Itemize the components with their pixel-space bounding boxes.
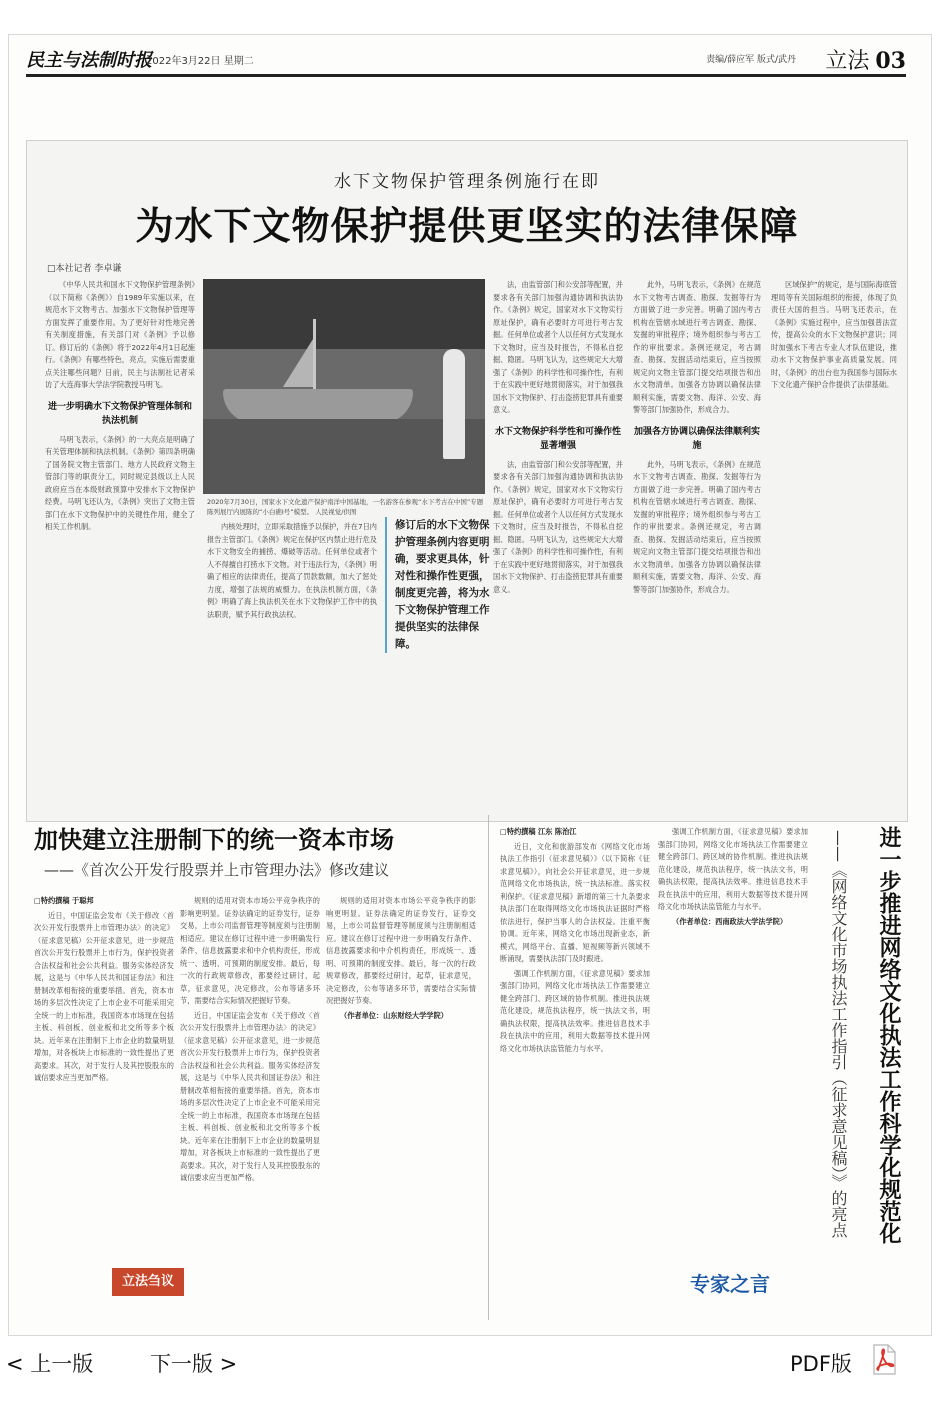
capital-market-article-title[interactable] xyxy=(34,820,474,880)
article-kicker: 水下文物保护管理条例施行在即 xyxy=(334,172,600,192)
network-culture-column-2 xyxy=(658,826,808,1256)
section-name: 立法 xyxy=(825,49,870,74)
article-subhead: 进一步明确水下文物保护管理体制和执法机制 xyxy=(47,401,192,426)
issue-date: 2022年3月22日 星期二 xyxy=(146,56,254,67)
article-column-3 xyxy=(493,279,623,809)
article-subtitle: ——《首次公开发行股票并上市管理办法》修改建议 xyxy=(44,861,390,879)
ship-model xyxy=(223,389,413,423)
article-column-2 xyxy=(207,521,377,811)
photo-caption: 2020年7月30日，国家水下文化遗产保护南洋中国基地，一名游客在参观“水下考古在中国”专题陈列展厅内展陈的“小白礁Ⅰ号”模型。 人民视觉/供图 xyxy=(207,498,484,516)
article-headline[interactable]: 为水下文物保护提供更坚实的法律保障 xyxy=(135,203,799,248)
article-subhead: 加强各方协调以确保法律顺利实施 xyxy=(633,426,760,451)
article-paragraph: 内核处理时，立即采取措施予以保护，并在7日内报告主管部门。《条例》规定在保护区内禁止进行危及水下文物安全的捕捞、爆破等活动。任何单位或者个人不得擅自打捞水下文物。对于违法行为，《条例》明确了相应的法律责任，提高了罚款数额，加大了惩处力度，增强了法规的威慑力。在执法机制方面，《条例》明确了海上执法机关在水下文物保护工作中的执法职责，赋予其行政执法权。 xyxy=(207,522,377,619)
page-number: 03 xyxy=(875,48,906,74)
prev-page-link[interactable]: < 上一版 xyxy=(6,1352,94,1376)
network-culture-subtitle: ——《网络文化市场执法工作指引（征求意见稿）》的亮点 xyxy=(829,830,848,1238)
article-paragraph: 此外，马明飞表示，《条例》在规范水下文物考古调查、勘探、发掘等行为方面做了进一步完善。明确了国内考古机构在管辖水域进行考古调查、勘探、发掘的审批程序；境外组织参与考古工作的审批要求。条例还规定，考古调查、勘探、发掘活动结束后，应当按照规定向文物主管部门提交结项报告和出水文物清单。加强各方协调以确保法律顺利实施，需要文物、海洋、公安、海警等部门加强协作，形成合力。 xyxy=(633,280,761,414)
article-byline: □特约撰稿 于聪邦 xyxy=(34,896,94,905)
column-stamp: 立法刍议 xyxy=(112,1268,184,1296)
museum-ceiling xyxy=(203,279,485,349)
top-margin xyxy=(0,0,941,34)
newspaper-logo: 民主与法制时报 xyxy=(26,50,152,71)
pdf-link[interactable]: PDF版 xyxy=(790,1352,852,1376)
capital-market-column-3 xyxy=(326,895,476,1305)
visitor-figure xyxy=(443,349,465,459)
article-paragraph: 规则的适用对资本市场公平竞争秩序的影响更明显。证券法确定的证券发行，证券交易，上市公司监督管理等制度须与注册制相适应。建议在修订过程中进一步明确发行条件、信息披露要求和中介机构责任，形成统一、透明、可预期的制度安排。最后，每一次的行政规章修改，都要经过研讨，起草，征求意见，决定修改，公布等诸多环节，需要结合实际情况把握好节奏。 xyxy=(326,896,476,1005)
article-column-1 xyxy=(45,279,195,809)
editors: 责编/薛应军 版式/武丹 xyxy=(706,55,796,65)
article-column-4 xyxy=(633,279,761,809)
article-paragraph: 法，由监管部门和公安部等配置，并要求各有关部门加强沟通协调和执法协作。《条例》规定，国家对水下文物实行原址保护，确有必要时方可进行考古发掘。任何单位或者个人以任何方式发现水下文物时，应当及时报告，不得私自挖掘、隐匿。马明飞认为，这些规定大大增强了《条例》的科学性和可操作性，有利于在实践中更好地贯彻落实，对于加强我国水下文物保护、打击盗捞犯罪具有重要意义。 xyxy=(493,280,623,414)
page-navigation xyxy=(0,1338,941,1388)
capital-market-column-1 xyxy=(34,895,174,1265)
article-byline: □本社记者 李卓谦 xyxy=(47,264,122,274)
article-paragraph: 近日，文化和旅游部发布《网络文化市场执法工作指引（征求意见稿）》（以下简称《征求意见稿》），向社会公开征求意见，进一步规范网络文化市场执法，统一执法标准。落实权利保护。《征求意见稿》新增的第三十九条要求执法部门在取得网络文化市场执法证据时严格依法进行，保护当事人的合法权益。注重平衡协调。近年来，网络文化市场出现新业态，新模式，网络平台、直播、短视频等新兴领域不断涌现，需要执法部门及时跟进。 xyxy=(500,841,650,963)
article-paragraph: 此外，马明飞表示，《条例》在规范水下文物考古调查、勘探、发掘等行为方面做了进一步完善。明确了国内考古机构在管辖水域进行考古调查、勘探、发掘的审批程序；境外组织参与考古工作的审批要求。条例还规定，考古调查、勘探、发掘活动结束后，应当按照规定向文物主管部门提交结项报告和出水文物清单。加强各方协调以确保法律顺利实施，需要文物、海洋、公安、海警等部门加强协作，形成合力。 xyxy=(633,459,761,594)
article-title[interactable]: 加快建立注册制下的统一资本市场 xyxy=(34,825,394,854)
section-header xyxy=(825,44,906,75)
expert-column-badge: 专家之言 xyxy=(690,1272,770,1296)
article-byline: □特约撰稿 江东 陈治江 xyxy=(500,827,577,836)
article-photo[interactable] xyxy=(203,279,485,494)
article-author: （作者单位：西南政法大学法学院） xyxy=(672,916,788,926)
article-paragraph: 近日，中国证监会发布《关于修改〈首次公开发行股票并上市管理办法〉的决定》（征求意见稿）公开征求意见，进一步规范首次公开发行股票并上市行为，保护投资者合法权益和社会公共利益。服务实体经济发展，这是与《中华人民共和国证券法》和注册制改革相衔接的重要举措。首先，资本市场的多层次性决定了上市企业不可能采用完全统一的上市标准，我国资本市场现在包括主板、科创板、创业板和北交所等多个板块。近年来在注册制下上市企业的数量明显增加，对各板块上市标准的一致性提出了更高要求。其次，对于发行人及其控股股东的诚信要求应当更加严格。 xyxy=(34,910,174,1082)
network-culture-title[interactable]: 进一步推进网络文化执法工作科学化规范化 xyxy=(876,826,902,1244)
article-subhead: 水下文物保护科学性和可操作性显著增强 xyxy=(494,426,621,451)
article-paragraph: 规则的适用对资本市场公平竞争秩序的影响更明显。证券法确定的证券发行，证券交易，上市公司监督管理等制度须与注册制相适应。建议在修订过程中进一步明确发行条件、信息披露要求和中介机构责任，形成统一、透明、可预期的制度安排。最后，每一次的行政规章修改，都要经过研讨，起草，征求意见，决定修改，公布等诸多环节，需要结合实际情况把握好节奏。 xyxy=(180,896,320,1005)
article-author: （作者单位：山东财经大学学院） xyxy=(340,1010,448,1020)
ship-mast xyxy=(313,319,316,391)
feature-article[interactable] xyxy=(26,140,908,822)
article-paragraph: 区域保护”的规定，是与国际海底管理局等有关国际组织的衔接，体现了负责任大国的担当。马明飞还表示，在《条例》实施过程中，应当加强普法宣传，提高公众的水下文物保护意识；同时加强水下考古专业人才队伍建设，推动水下文物保护事业高质量发展。同时，《条例》的出台也为我国参与国际水下文化遗产保护合作提供了法律基础。 xyxy=(771,280,897,389)
next-page-link[interactable]: 下一版 > xyxy=(150,1352,238,1376)
ship-sail xyxy=(283,339,313,387)
pdf-icon[interactable] xyxy=(870,1344,898,1376)
article-paragraph: 强调工作机制方面，《征求意见稿》要求加强部门协同，网络文化市场执法工作需要建立健全跨部门、跨区域的协作机制。推进执法规范化建设，规范执法程序，统一执法文书，明确执法权限，提高执法效率。推进信息技术手段在执法中的应用，利用大数据等技术提升网络文化市场执法监管能力与水平。 xyxy=(500,968,650,1053)
capital-market-column-2 xyxy=(180,895,320,1305)
network-culture-column-1 xyxy=(500,826,650,1306)
article-paragraph: 法，由监管部门和公安部等配置，并要求各有关部门加强沟通协调和执法协作。《条例》规定，国家对水下文物实行原址保护，确有必要时方可进行考古发掘。任何单位或者个人以任何方式发现水下文物时，应当及时报告，不得私自挖掘、隐匿。马明飞认为，这些规定大大增强了《条例》的科学性和可操作性，有利于在实践中更好地贯彻落实，对于加强我国水下文物保护、打击盗捞犯罪具有重要意义。 xyxy=(493,459,623,594)
article-paragraph: 近日，中国证监会发布《关于修改〈首次公开发行股票并上市管理办法〉的决定》（征求意见稿）公开征求意见，进一步规范首次公开发行股票并上市行为，保护投资者合法权益和社会公共利益。服务实体经济发展，这是与《中华人民共和国证券法》和注册制改革相衔接的重要举措。首先，资本市场的多层次性决定了上市企业不可能采用完全统一的上市标准，我国资本市场现在包括主板、科创板、创业板和北交所等多个板块。近年来在注册制下上市企业的数量明显增加，对各板块上市标准的一致性提出了更高要求。其次，对于发行人及其控股股东的诚信要求应当更加严格。 xyxy=(180,1010,320,1182)
article-paragraph: 《中华人民共和国水下文物保护管理条例》（以下简称《条例》）自1989年实施以来，在规范水下文物考古、加强水下文物保护管理等方面发挥了重要作用。为了更好针对性地完善有关制度措施，有关部门对《条例》予以修订。修订后的《条例》将于2022年4月1日起施行。《条例》有哪些特色，亮点，实施后需要重点关注哪些问题？日前，民主与法制社记者采访了大连海事大学法学院教授马明飞。 xyxy=(45,280,195,389)
article-paragraph: 马明飞表示，《条例》的一大亮点是明确了有关管理体制和执法机制。《条例》第四条明确了国务院文物主管部门、地方人民政府文物主管部门等的职责分工，同时规定县级以上人民政府应当在本级财政预算中安排水下文物保护经费。马明飞还认为，《条例》突出了文物主管部门在水下文物保护中的关键性作用，健全了相关工作机制。 xyxy=(45,434,195,531)
pull-quote: 修订后的水下文物保护管理条例内容更明确，要求更具体，针对性和操作性更强，制度更完善，将为水下文物保护管理工作提供坚实的法律保障。 xyxy=(385,517,491,653)
column-divider xyxy=(488,815,489,1320)
article-paragraph: 强调工作机制方面，《征求意见稿》要求加强部门协同，网络文化市场执法工作需要建立健全跨部门、跨区域的协作机制。推进执法规范化建设，规范执法程序，统一执法文书，明确执法权限，提高执法效率。推进信息技术手段在执法中的应用，利用大数据等技术提升网络文化市场执法监管能力与水平。 xyxy=(658,827,808,911)
masthead xyxy=(26,44,906,77)
article-column-5 xyxy=(771,279,897,809)
